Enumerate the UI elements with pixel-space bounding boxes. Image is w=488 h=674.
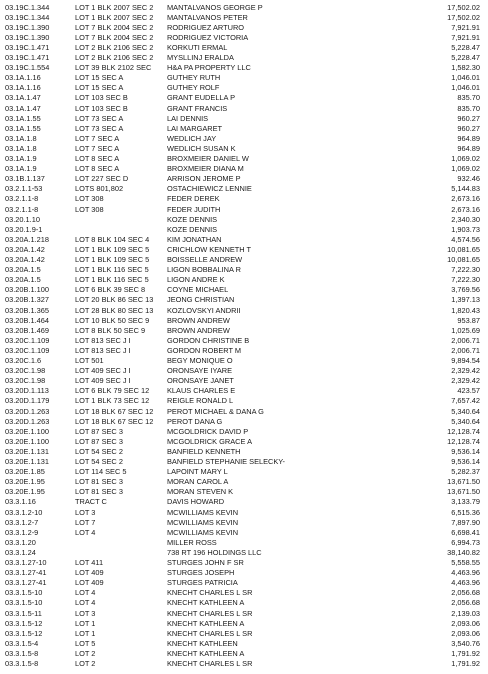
amount-due: 6,515.36 bbox=[451, 507, 480, 517]
parcel-id: 03.19C.1.390 bbox=[5, 22, 50, 32]
owner-name: BOISSELLE ANDREW bbox=[167, 255, 243, 264]
lot-description: LOT 7 SEC A bbox=[75, 143, 120, 153]
owner-name: MORAN STEVEN K bbox=[167, 487, 234, 497]
parcel-id: 03.3.1.5-8 bbox=[5, 648, 39, 658]
parcel-id: 03.1A.1.8 bbox=[5, 133, 37, 143]
lot-description: LOT 6 BLK 79 SEC 12 bbox=[75, 386, 150, 396]
lot-description: LOT 103 SEC B bbox=[75, 93, 128, 103]
owner-name: MANTALVANOS GEORGE P bbox=[167, 2, 263, 12]
amount-due: 7,222.30 bbox=[451, 275, 480, 285]
owner-name: MORAN CAROL A bbox=[167, 477, 229, 487]
lot-description: LOT 409 bbox=[75, 568, 104, 578]
lot-description: LOT 1 BLK 109 SEC 5 bbox=[75, 255, 150, 264]
owner-name: WEDLICH JAY bbox=[167, 133, 217, 143]
amount-due: 1,069.02 bbox=[451, 164, 480, 174]
lot-description: LOT 409 bbox=[75, 578, 104, 588]
owner-name: MCGOLDRICK DAVID P bbox=[167, 426, 249, 436]
parcel-id: 03.19C.1.554 bbox=[5, 63, 50, 73]
lot-description: LOT 2 bbox=[75, 659, 96, 668]
amount-due: 7,657.42 bbox=[451, 396, 480, 406]
owner-name: BROXMEIER DIANA M bbox=[167, 164, 244, 174]
owner-name: RODRIGUEZ VICTORIA bbox=[167, 32, 249, 42]
owner-name: CRICHLOW KENNETH T bbox=[167, 244, 252, 254]
parcel-id: 03.20D.1.113 bbox=[5, 386, 49, 396]
amount-due: 835.70 bbox=[457, 103, 480, 113]
lot-description: LOT 3 bbox=[75, 608, 96, 618]
parcel-id: 03.1A.1.16 bbox=[5, 73, 41, 83]
owner-name: 738 RT 196 HOLDINGS LLC bbox=[167, 547, 262, 557]
owner-name: H&A PA PROPERTY LLC bbox=[167, 63, 251, 73]
parcel-id: 03.3.1.2-7 bbox=[5, 517, 39, 527]
lot-description: LOT 501 bbox=[75, 356, 104, 365]
owner-name: BANFIELD KENNETH bbox=[167, 446, 241, 456]
amount-due: 3,769.56 bbox=[451, 285, 480, 295]
owner-name: GUTHEY RUTH bbox=[167, 73, 221, 83]
parcel-id: 03.19C.1.471 bbox=[5, 42, 50, 52]
parcel-id: 03.19C.1.471 bbox=[5, 53, 50, 62]
owner-name: BROWN ANDREW bbox=[167, 325, 230, 335]
lot-description: LOT 4 bbox=[75, 527, 96, 537]
amount-due: 1,025.69 bbox=[451, 325, 480, 335]
owner-name: MCGOLDRICK GRACE A bbox=[167, 436, 253, 446]
lot-description: LOT 15 SEC A bbox=[75, 73, 124, 83]
owner-name: RODRIGUEZ ARTURO bbox=[167, 22, 245, 32]
amount-due: 2,329.42 bbox=[451, 376, 480, 386]
lot-description: LOT 8 SEC A bbox=[75, 164, 120, 174]
lot-description: LOT 10 BLK 50 SEC 9 bbox=[75, 315, 150, 325]
lot-description: LOT 81 SEC 3 bbox=[75, 477, 123, 487]
lot-description: LOT 2 BLK 2106 SEC 2 bbox=[75, 42, 154, 52]
parcel-id: 03.1A.1.16 bbox=[5, 83, 41, 93]
amount-due: 38,140.82 bbox=[447, 547, 480, 557]
parcel-id: 03.20A.1.5 bbox=[5, 275, 41, 285]
amount-due: 4,463.96 bbox=[451, 578, 480, 588]
lot-description: LOT 8 BLK 104 SEC 4 bbox=[75, 234, 150, 244]
lot-description: LOT 114 SEC 5 bbox=[75, 467, 127, 477]
parcel-id: 03.2.1.1-53 bbox=[5, 184, 43, 194]
owner-name: KNECHT CHARLES L SR bbox=[167, 588, 253, 598]
amount-due: 17,502.02 bbox=[447, 2, 480, 12]
lot-description: LOT 1 BLK 73 SEC 12 bbox=[75, 396, 150, 406]
owner-name: LAI MARGARET bbox=[167, 123, 223, 133]
owner-name: PEROT MICHAEL & DANA G bbox=[167, 406, 264, 416]
amount-due: 835.70 bbox=[457, 93, 480, 103]
owner-name: KOZLOVSKYI ANDRII bbox=[167, 305, 241, 315]
amount-due: 2,006.71 bbox=[451, 335, 480, 345]
owner-name: GORDON ROBERT M bbox=[167, 345, 242, 355]
lot-description: LOT 1 BLK 116 SEC 5 bbox=[75, 265, 149, 275]
lot-description: LOT 6 BLK 39 SEC 8 bbox=[75, 285, 146, 295]
parcel-id: 03.3.1.5-12 bbox=[5, 618, 43, 628]
lot-description: LOT 1 bbox=[75, 628, 96, 638]
parcel-id: 03.20D.1.263 bbox=[5, 416, 50, 426]
amount-due: 6,994.73 bbox=[451, 537, 480, 547]
lot-description: LOT 7 BLK 2004 SEC 2 bbox=[75, 32, 154, 42]
parcel-id: 03.20E.1.100 bbox=[5, 426, 49, 436]
parcel-id: 03.3.1.2-10 bbox=[5, 507, 43, 517]
owner-name: LIGON ANDRE K bbox=[167, 275, 225, 285]
amount-due: 2,139.03 bbox=[451, 608, 480, 618]
lot-description: LOT 1 bbox=[75, 618, 96, 628]
owner-name: PEROT DANA G bbox=[167, 416, 223, 426]
parcel-id: 03.3.1.16 bbox=[5, 497, 36, 507]
amount-due: 2,673.16 bbox=[451, 194, 480, 204]
lot-description: LOT 4 bbox=[75, 598, 96, 608]
owner-name: BANFIELD STEPHANIE SELECKY- bbox=[167, 457, 286, 466]
amount-due: 6,698.41 bbox=[451, 527, 480, 537]
amount-due: 9,536.14 bbox=[451, 457, 480, 466]
owner-name: KNECHT CHARLES L SR bbox=[167, 628, 253, 638]
amount-due: 4,463.96 bbox=[451, 568, 480, 578]
owner-name: KNECHT KATHLEEN bbox=[167, 638, 238, 648]
lot-description: LOTS 801,802 bbox=[75, 184, 124, 194]
owner-name: DAVIS HOWARD bbox=[167, 497, 225, 507]
amount-due: 2,006.71 bbox=[451, 345, 480, 355]
parcel-id: 03.2.1.1-8 bbox=[5, 204, 39, 214]
parcel-id: 03.1A.1.55 bbox=[5, 113, 41, 123]
lot-description: LOT 813 SEC J I bbox=[75, 345, 131, 355]
lot-description: LOT 18 BLK 67 SEC 12 bbox=[75, 406, 154, 416]
amount-due: 3,133.79 bbox=[451, 497, 480, 507]
lot-description: LOT 2 bbox=[75, 648, 96, 658]
owner-name: COYNE MICHAEL bbox=[167, 285, 229, 295]
owner-name: STURGES JOHN F SR bbox=[167, 558, 244, 567]
lot-description: LOT 87 SEC 3 bbox=[75, 426, 123, 436]
parcel-id: 03.20E.1.85 bbox=[5, 467, 45, 477]
amount-due: 1,069.02 bbox=[451, 154, 480, 163]
parcel-id: 03.20E.1.100 bbox=[5, 436, 49, 446]
lot-description: LOT 8 BLK 50 SEC 9 bbox=[75, 325, 146, 335]
parcel-id: 03.20.1.10 bbox=[5, 214, 40, 224]
amount-due: 2,093.06 bbox=[451, 628, 480, 638]
owner-name: KOZE DENNIS bbox=[167, 224, 218, 234]
lot-description: LOT 5 bbox=[75, 638, 96, 648]
parcel-id: 03.20C.1.109 bbox=[5, 345, 50, 355]
lot-description: LOT 227 SEC D bbox=[75, 174, 129, 184]
parcel-id: 03.19C.1.344 bbox=[5, 2, 50, 12]
amount-due: 13,671.50 bbox=[447, 477, 480, 487]
lot-description: LOT 1 BLK 2007 SEC 2 bbox=[75, 2, 154, 12]
amount-due: 2,329.42 bbox=[451, 366, 480, 376]
parcel-id: 03.1A.1.9 bbox=[5, 154, 37, 163]
owner-name: FEDER JUDITH bbox=[167, 204, 221, 214]
lot-description: LOT 18 BLK 67 SEC 12 bbox=[75, 416, 154, 426]
parcel-id: 03.3.1.27-10 bbox=[5, 558, 47, 567]
parcel-id: 03.20C.1.98 bbox=[5, 366, 46, 376]
parcel-id: 03.3.1.27-41 bbox=[5, 578, 47, 588]
amount-due: 5,558.55 bbox=[451, 558, 480, 567]
amount-due: 5,228.47 bbox=[451, 42, 480, 52]
lot-description: LOT 4 bbox=[75, 588, 96, 598]
amount-due: 423.57 bbox=[457, 386, 480, 396]
parcel-id: 03.20E.1.95 bbox=[5, 477, 45, 487]
amount-due: 10,081.65 bbox=[447, 244, 480, 254]
parcel-id: 03.1A.1.9 bbox=[5, 164, 37, 174]
parcel-id: 03.19C.1.390 bbox=[5, 32, 50, 42]
parcel-id: 03.3.1.5-4 bbox=[5, 638, 39, 648]
amount-due: 5,340.64 bbox=[451, 416, 480, 426]
amount-due: 7,921.91 bbox=[451, 22, 480, 32]
amount-due: 960.27 bbox=[457, 113, 480, 123]
lot-description: LOT 7 bbox=[75, 517, 96, 527]
owner-name: GUTHEY ROLF bbox=[167, 83, 220, 93]
lot-description: LOT 54 SEC 2 bbox=[75, 446, 123, 456]
lot-description: LOT 87 SEC 3 bbox=[75, 436, 123, 446]
lot-description: LOT 411 bbox=[75, 558, 104, 567]
owner-name: STURGES JOSEPH bbox=[167, 568, 235, 578]
lot-description: LOT 54 SEC 2 bbox=[75, 457, 123, 466]
owner-name: MILLER ROSS bbox=[167, 537, 217, 547]
amount-due: 1,046.01 bbox=[451, 83, 480, 93]
parcel-id: 03.19C.1.344 bbox=[5, 12, 50, 22]
parcel-id: 03.20B.1.365 bbox=[5, 305, 49, 315]
owner-name: MCWILLIAMS KEVIN bbox=[167, 507, 239, 517]
owner-name: LIGON BOBBALINA R bbox=[167, 265, 241, 275]
amount-due: 17,502.02 bbox=[447, 12, 480, 22]
amount-due: 2,056.68 bbox=[451, 598, 480, 608]
owner-name: GRANT FRANCIS bbox=[167, 103, 228, 113]
amount-due: 7,222.30 bbox=[451, 265, 480, 275]
lot-description: LOT 1 BLK 2007 SEC 2 bbox=[75, 12, 154, 22]
lot-description: LOT 20 BLK 86 SEC 13 bbox=[75, 295, 154, 305]
amount-due: 1,582.30 bbox=[451, 63, 480, 73]
amount-due: 5,228.47 bbox=[451, 53, 480, 62]
owner-name: KNECHT CHARLES L SR bbox=[167, 608, 253, 618]
owner-name: KORKUTI ERMAL bbox=[167, 42, 228, 52]
parcel-id: 03.1A.1.8 bbox=[5, 143, 37, 153]
amount-due: 2,056.68 bbox=[451, 588, 480, 598]
owner-name: OSTACHIEWICZ LENNIE bbox=[167, 184, 252, 194]
owner-name: MANTALVANOS PETER bbox=[167, 12, 248, 22]
amount-due: 2,093.06 bbox=[451, 618, 480, 628]
owner-name: GORDON CHRISTINE B bbox=[167, 335, 250, 345]
amount-due: 5,144.83 bbox=[451, 184, 480, 194]
lot-description: LOT 409 SEC J I bbox=[75, 376, 131, 386]
parcel-id: 03.3.1.5-10 bbox=[5, 598, 43, 608]
parcel-id: 03.20A.1.218 bbox=[5, 234, 49, 244]
amount-due: 953.87 bbox=[457, 315, 480, 325]
parcel-id: 03.20E.1.131 bbox=[5, 446, 49, 456]
owner-name: BROXMEIER DANIEL W bbox=[167, 154, 249, 163]
lot-description: LOT 1 BLK 109 SEC 5 bbox=[75, 244, 150, 254]
parcel-id: 03.20A.1.5 bbox=[5, 265, 41, 275]
amount-due: 1,903.73 bbox=[451, 224, 480, 234]
parcel-id: 03.20E.1.95 bbox=[5, 487, 45, 497]
lot-description: LOT 7 BLK 2004 SEC 2 bbox=[75, 22, 154, 32]
amount-due: 7,897.90 bbox=[451, 517, 480, 527]
parcel-id: 03.3.1.5-12 bbox=[5, 628, 43, 638]
lot-description: LOT 73 SEC A bbox=[75, 123, 124, 133]
parcel-id: 03.3.1.20 bbox=[5, 537, 36, 547]
amount-due: 1,791.92 bbox=[451, 659, 480, 668]
owner-name: STURGES PATRICIA bbox=[167, 578, 238, 588]
owner-name: MYSLLINJ ERALDA bbox=[167, 53, 234, 62]
parcel-id: 03.20C.1.109 bbox=[5, 335, 50, 345]
owner-name: KNECHT CHARLES L SR bbox=[167, 659, 253, 668]
amount-due: 4,574.56 bbox=[451, 234, 480, 244]
amount-due: 5,340.64 bbox=[451, 406, 480, 416]
parcel-id: 03.20A.1.42 bbox=[5, 255, 45, 264]
amount-due: 1,820.43 bbox=[451, 305, 480, 315]
parcel-id: 03.3.1.24 bbox=[5, 547, 36, 557]
parcel-id: 03.3.1.5-10 bbox=[5, 588, 43, 598]
amount-due: 9,894.54 bbox=[451, 356, 480, 365]
owner-name: JEONG CHRISTIAN bbox=[167, 295, 235, 305]
owner-name: LAPOINT MARY L bbox=[167, 467, 228, 477]
owner-name: MCWILLIAMS KEVIN bbox=[167, 527, 239, 537]
owner-name: KNECHT KATHLEEN A bbox=[167, 598, 245, 608]
amount-due: 13,671.50 bbox=[447, 487, 480, 497]
parcel-id: 03.1A.1.55 bbox=[5, 123, 41, 133]
parcel-id: 03.20D.1.179 bbox=[5, 396, 50, 406]
amount-due: 3,540.76 bbox=[451, 638, 480, 648]
lot-description: LOT 103 SEC B bbox=[75, 103, 128, 113]
parcel-id: 03.20B.1.464 bbox=[5, 315, 49, 325]
lot-description: LOT 28 BLK 80 SEC 13 bbox=[75, 305, 154, 315]
lot-description: LOT 3 bbox=[75, 507, 96, 517]
owner-name: ORONSAYE JANET bbox=[167, 376, 234, 386]
owner-name: FEDER DEREK bbox=[167, 194, 220, 204]
lot-description: LOT 813 SEC J I bbox=[75, 335, 131, 345]
parcel-id: 03.3.1.2-9 bbox=[5, 527, 39, 537]
owner-name: ARRISON JEROME P bbox=[167, 174, 241, 184]
lot-description: LOT 409 SEC J I bbox=[75, 366, 131, 376]
amount-due: 1,397.13 bbox=[451, 295, 480, 305]
owner-name: ORONSAYE IYARE bbox=[167, 366, 233, 376]
owner-name: REIGLE RONALD L bbox=[167, 396, 234, 406]
parcel-id: 03.2.1.1-8 bbox=[5, 194, 39, 204]
amount-due: 1,046.01 bbox=[451, 73, 480, 83]
lot-description: LOT 2 BLK 2106 SEC 2 bbox=[75, 53, 154, 62]
lot-description: LOT 15 SEC A bbox=[75, 83, 124, 93]
owner-name: BEGY MONIQUE O bbox=[167, 356, 233, 365]
owner-name: WEDLICH SUSAN K bbox=[167, 143, 236, 153]
owner-name: KLAUS CHARLES E bbox=[167, 386, 236, 396]
amount-due: 12,128.74 bbox=[447, 426, 480, 436]
parcel-id: 03.3.1.5-8 bbox=[5, 659, 39, 668]
owner-name: LAI DENNIS bbox=[167, 113, 209, 123]
parcel-id: 03.20A.1.42 bbox=[5, 244, 45, 254]
amount-due: 960.27 bbox=[457, 123, 480, 133]
amount-due: 10,081.65 bbox=[447, 255, 480, 264]
ledger-row bbox=[0, 658, 488, 669]
parcel-id: 03.1B.1.137 bbox=[5, 174, 45, 184]
amount-due: 2,673.16 bbox=[451, 204, 480, 214]
amount-due: 964.89 bbox=[457, 133, 480, 143]
parcel-id: 03.1A.1.47 bbox=[5, 93, 41, 103]
lot-description: TRACT C bbox=[75, 497, 107, 507]
amount-due: 964.89 bbox=[457, 143, 480, 153]
lot-description: LOT 8 SEC A bbox=[75, 154, 120, 163]
amount-due: 2,340.30 bbox=[451, 214, 480, 224]
lot-description: LOT 81 SEC 3 bbox=[75, 487, 123, 497]
amount-due: 932.46 bbox=[457, 174, 480, 184]
owner-name: KIM JONATHAN bbox=[167, 234, 222, 244]
parcel-id: 03.1A.1.47 bbox=[5, 103, 41, 113]
lot-description: LOT 73 SEC A bbox=[75, 113, 124, 123]
amount-due: 9,536.14 bbox=[451, 446, 480, 456]
parcel-id: 03.3.1.5-11 bbox=[5, 608, 42, 618]
amount-due: 5,282.37 bbox=[451, 467, 480, 477]
lot-description: LOT 308 bbox=[75, 194, 104, 204]
parcel-id: 03.20B.1.469 bbox=[5, 325, 49, 335]
parcel-id: 03.3.1.27-41 bbox=[5, 568, 47, 578]
amount-due: 1,791.92 bbox=[451, 648, 480, 658]
amount-due: 12,128.74 bbox=[447, 436, 480, 446]
owner-name: BROWN ANDREW bbox=[167, 315, 230, 325]
parcel-id: 03.20D.1.263 bbox=[5, 406, 50, 416]
owner-name: KNECHT KATHLEEN A bbox=[167, 618, 245, 628]
parcel-id: 03.20B.1.327 bbox=[5, 295, 49, 305]
lot-description: LOT 308 bbox=[75, 204, 104, 214]
parcel-id: 03.20E.1.131 bbox=[5, 457, 49, 466]
amount-due: 7,921.91 bbox=[451, 32, 480, 42]
owner-name: KOZE DENNIS bbox=[167, 214, 218, 224]
parcel-id: 03.20B.1.100 bbox=[5, 285, 49, 295]
lot-description: LOT 39 BLK 2102 SEC bbox=[75, 63, 152, 73]
lot-description: LOT 1 BLK 116 SEC 5 bbox=[75, 275, 149, 285]
parcel-id: 03.20.1.9-1 bbox=[5, 224, 43, 234]
parcel-id: 03.20C.1.6 bbox=[5, 356, 42, 365]
parcel-id: 03.20C.1.98 bbox=[5, 376, 46, 386]
owner-name: MCWILLIAMS KEVIN bbox=[167, 517, 239, 527]
owner-name: KNECHT KATHLEEN A bbox=[167, 648, 245, 658]
lot-description: LOT 7 SEC A bbox=[75, 133, 120, 143]
owner-name: GRANT EUDELLA P bbox=[167, 93, 236, 103]
